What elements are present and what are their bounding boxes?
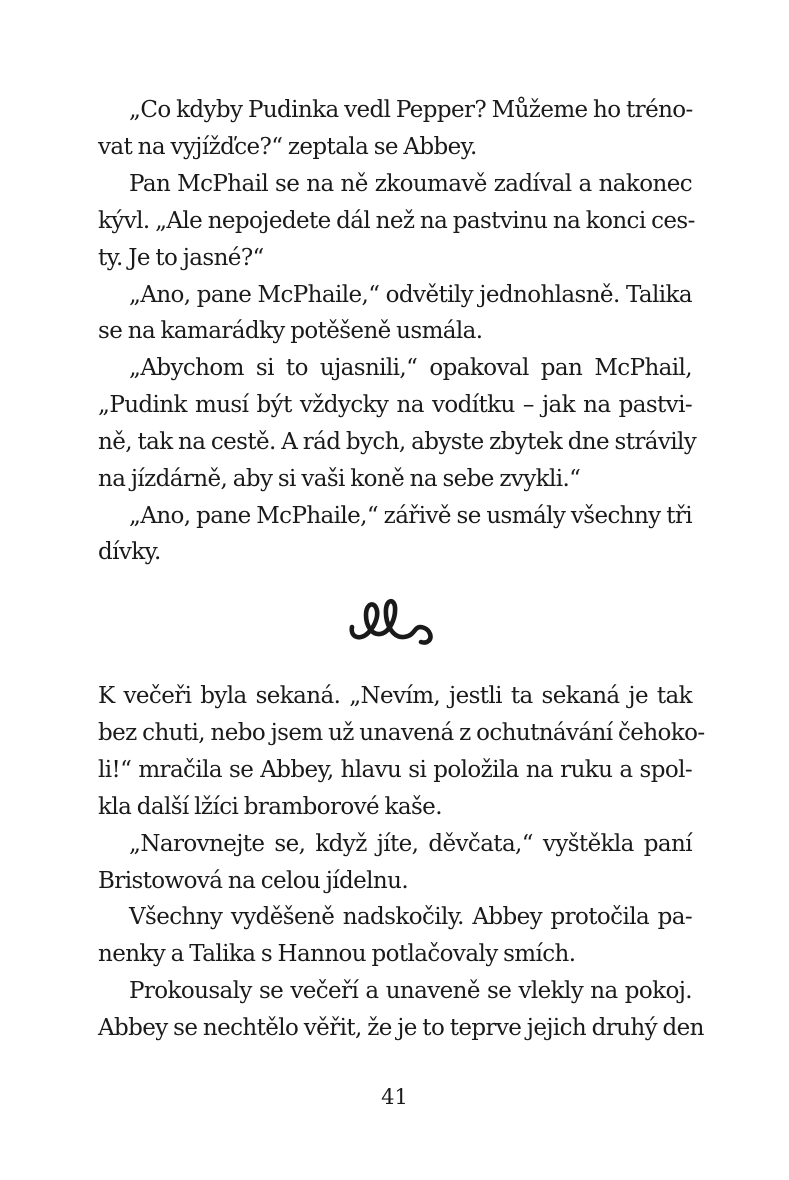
text-line: „Abychom si to ujasnili,“ opakoval pan McPhail, — [129, 355, 692, 381]
text-line: dívky. — [98, 539, 161, 565]
text-line: kla další lžíci bramborové kaše. — [98, 794, 442, 820]
text-line: Prokousaly se večeří a unaveně se vlekly na pokoj. — [129, 978, 692, 1004]
text-line: nenky a Talika s Hannou potlačovaly smích. — [98, 941, 576, 967]
text-line: Všechny vyděšeně nadskočily. Abbey protočila pa- — [129, 904, 692, 930]
text-line: „Pudink musí být vždycky na vodítku – jak na pastvi- — [98, 392, 692, 418]
text-line: kývl. „Ale nepojedete dál než na pastvinu na konci ces- — [98, 208, 695, 234]
text-line: „Ano, pane McPhaile,“ odvětily jednohlasně. Talika — [129, 282, 692, 308]
text-line: ně, tak na cestě. A rád bych, abyste zbytek dne strávily — [98, 429, 697, 455]
text-line: na jízdárně, aby si vaši koně na sebe zvykli.“ — [98, 466, 581, 492]
text-line: ty. Je to jasné?“ — [98, 245, 264, 271]
text-line: li!“ mračila se Abbey, hlavu si položila na ruku a spol- — [98, 757, 692, 783]
text-line: vat na vyjížďce?“ zeptala se Abbey. — [98, 134, 477, 160]
text-line: „Narovnejte se, když jíte, děvčata,“ vyštěkla paní — [129, 831, 692, 857]
text-line: K večeři byla sekaná. „Nevím, jestli ta sekaná je tak — [98, 683, 692, 709]
text-line: „Co kdyby Pudinka vedl Pepper? Můžeme ho tréno- — [129, 97, 693, 123]
text-line: Abbey se nechtělo věřit, že je to teprve jejich druhý den — [98, 1015, 704, 1041]
text-line: bez chuti, nebo jsem už unavená z ochutnávání čehoko- — [98, 720, 705, 746]
text-line: Bristowová na celou jídelnu. — [98, 868, 409, 894]
text-line: se na kamarádky potěšeně usmála. — [98, 318, 483, 344]
text-line: „Ano, pane McPhaile,“ zářivě se usmály všechny tři — [129, 503, 692, 529]
text-line: Pan McPhail se na ně zkoumavě zadíval a nakonec — [129, 171, 692, 197]
page-number: 41 — [381, 1085, 408, 1109]
swirl-ornament-icon — [346, 593, 440, 653]
